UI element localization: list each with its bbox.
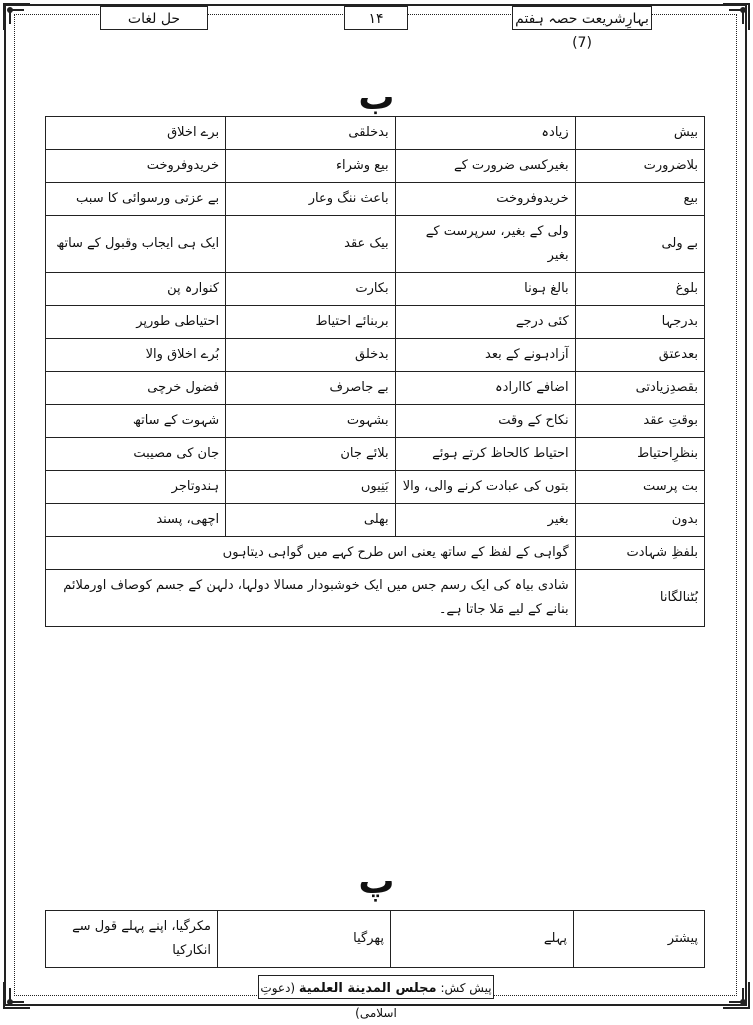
glossary-meaning: اچھی، پسند [46,504,226,537]
glossary-word: بُٹنالگانا [575,570,704,627]
corner-ornament-icon [721,980,751,1010]
glossary-meaning: ولی کے بغیر، سرپرست کے بغیر [395,216,575,273]
table-row [46,471,705,504]
glossary-word: بھلی [226,504,396,537]
glossary-meaning: شہوت کے ساتھ [46,405,226,438]
glossary-meaning: احتیاطی طورپر [46,306,226,339]
table-row [46,405,705,438]
glossary-meaning: بتوں کی عبادت کرنے والی، والا [395,471,575,504]
glossary-meaning: گواہی کے لفظ کے ساتھ یعنی اس طرح کہے میں گواہی دیتاہوں [46,537,576,570]
glossary-table-b [45,116,705,627]
glossary-meaning: نکاح کے وقت [395,405,575,438]
table-row [46,183,705,216]
glossary-meaning: خریدوفروخت [395,183,575,216]
table-row [46,537,705,570]
table-row [46,438,705,471]
header-book-title: بہارِشریعت حصہ ہفتم (7) [512,6,652,30]
glossary-meaning: بغیرکسی ضرورت کے [395,150,575,183]
glossary-meaning: فضول خرچی [46,372,226,405]
glossary-word: بیش [575,117,704,150]
glossary-meaning: پہلے [391,911,574,968]
table-row [46,117,705,150]
corner-ornament-icon [721,2,751,32]
footer-prefix: پیش کش: [440,981,492,995]
glossary-word: بکارت [226,273,396,306]
table-row [46,911,705,968]
header-page-number: ۱۴ [344,6,408,30]
glossary-meaning: خریدوفروخت [46,150,226,183]
section-letter-p: پ [358,861,395,902]
glossary-meaning: ایک ہی ایجاب وقبول کے ساتھ [46,216,226,273]
glossary-word: بنظرِاحتیاط [575,438,704,471]
glossary-word: بیک عقد [226,216,396,273]
glossary-word: بے ولی [575,216,704,273]
glossary-meaning: جان کی مصیبت [46,438,226,471]
glossary-word: بلوغ [575,273,704,306]
glossary-word: باعث ننگ وعار [226,183,396,216]
glossary-word: بقصدِزیادتی [575,372,704,405]
glossary-word: بدرجہا [575,306,704,339]
table-row [46,372,705,405]
glossary-word: بوقتِ عقد [575,405,704,438]
corner-ornament-icon [2,980,32,1010]
table-row [46,504,705,537]
glossary-meaning: کئی درجے [395,306,575,339]
table-row [46,216,705,273]
section-letter-b: ب [358,77,395,118]
glossary-word: بت پرست [575,471,704,504]
glossary-meaning: بغیر [395,504,575,537]
table-row [46,273,705,306]
glossary-word: بدخلقی [226,117,396,150]
glossary-word: پھرگیا [218,911,391,968]
glossary-meaning: شادی بیاہ کی ایک رسم جس میں ایک خوشبودار مسالا دولہا، دلہن کے جسم کوصاف اورملائم بنانے کے لیے مَلا جاتا ہے۔ [46,570,576,627]
glossary-meaning: برے اخلاق [46,117,226,150]
glossary-word: پیشتر [574,911,705,968]
glossary-word: بیع وشراء [226,150,396,183]
glossary-table-p [45,910,705,968]
glossary-word: بلائے جان [226,438,396,471]
glossary-word: بعدعتق [575,339,704,372]
table-row [46,339,705,372]
table-row [46,150,705,183]
glossary-word: بلاضرورت [575,150,704,183]
glossary-meaning: آزادہونے کے بعد [395,339,575,372]
table-row [46,570,705,627]
footer-publisher [258,975,494,1020]
glossary-meaning: بالغ ہونا [395,273,575,306]
corner-ornament-icon [2,2,32,32]
glossary-meaning: اضافے کاارادہ [395,372,575,405]
header-section-title: حل لغات [100,6,208,30]
glossary-word: بیع [575,183,704,216]
glossary-word: بے جاصرف [226,372,396,405]
glossary-word: بلفظِ شہادت [575,537,704,570]
glossary-meaning: مکرگیا، اپنے پہلے قول سے انکارکیا [46,911,218,968]
glossary-meaning: ہندوتاجر [46,471,226,504]
glossary-word: بربنائے احتیاط [226,306,396,339]
glossary-word: بدون [575,504,704,537]
footer-suffix: (دعوتِ اسلامی) [260,981,397,1020]
glossary-meaning: زیادہ [395,117,575,150]
footer-org: مجلس المدينة العلمية [298,981,437,996]
glossary-meaning: کنوارہ پن [46,273,226,306]
glossary-word: بَنِیوں [226,471,396,504]
glossary-meaning: بے عزتی ورسوائی کا سبب [46,183,226,216]
glossary-meaning: احتیاط کالحاظ کرتے ہوئے [395,438,575,471]
table-row [46,306,705,339]
glossary-word: بدخلق [226,339,396,372]
glossary-word: بشہوت [226,405,396,438]
glossary-meaning: بُرے اخلاق والا [46,339,226,372]
